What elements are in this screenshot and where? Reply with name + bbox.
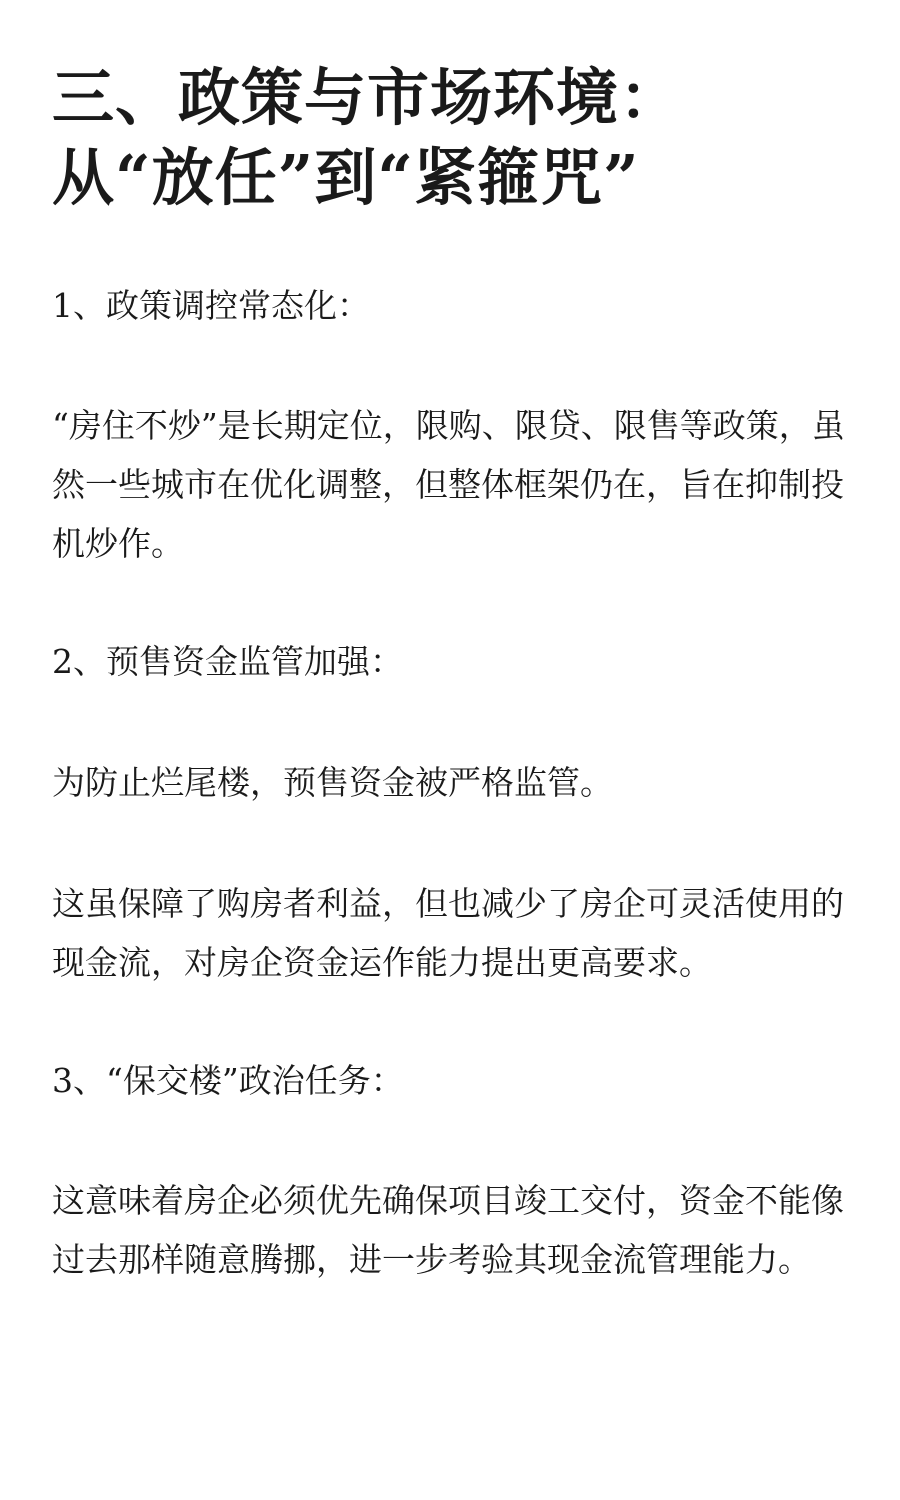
paragraph-presale-1: 为防止烂尾楼，预售资金被严格监管。 — [52, 763, 613, 802]
title-line-2: 从“放任”到“紧箍咒” — [52, 141, 640, 214]
section-heading-2: 2、预售资金监管加强： — [52, 642, 403, 681]
paragraph-policy: “房住不炒”是长期定位，限购、限贷、限售等政策，虽然一些城市在优化调整，但整体框架仍在，旨在抑制投机炒作。 — [52, 406, 845, 563]
section-heading-3: 3、“保交楼”政治任务： — [52, 1061, 404, 1100]
paragraph-presale-2: 这虽保障了购房者利益，但也减少了房企可灵活使用的现金流，对房企资金运作能力提出更高要求。 — [52, 884, 844, 982]
page-title — [52, 58, 852, 218]
paragraph-delivery: 这意味着房企必须优先确保项目竣工交付，资金不能像过去那样随意腾挪，进一步考验其现金流管理能力。 — [52, 1181, 844, 1279]
section-heading-1: 1、政策调控常态化： — [52, 286, 370, 325]
title-line-1: 三、政策与市场环境： — [52, 61, 683, 134]
